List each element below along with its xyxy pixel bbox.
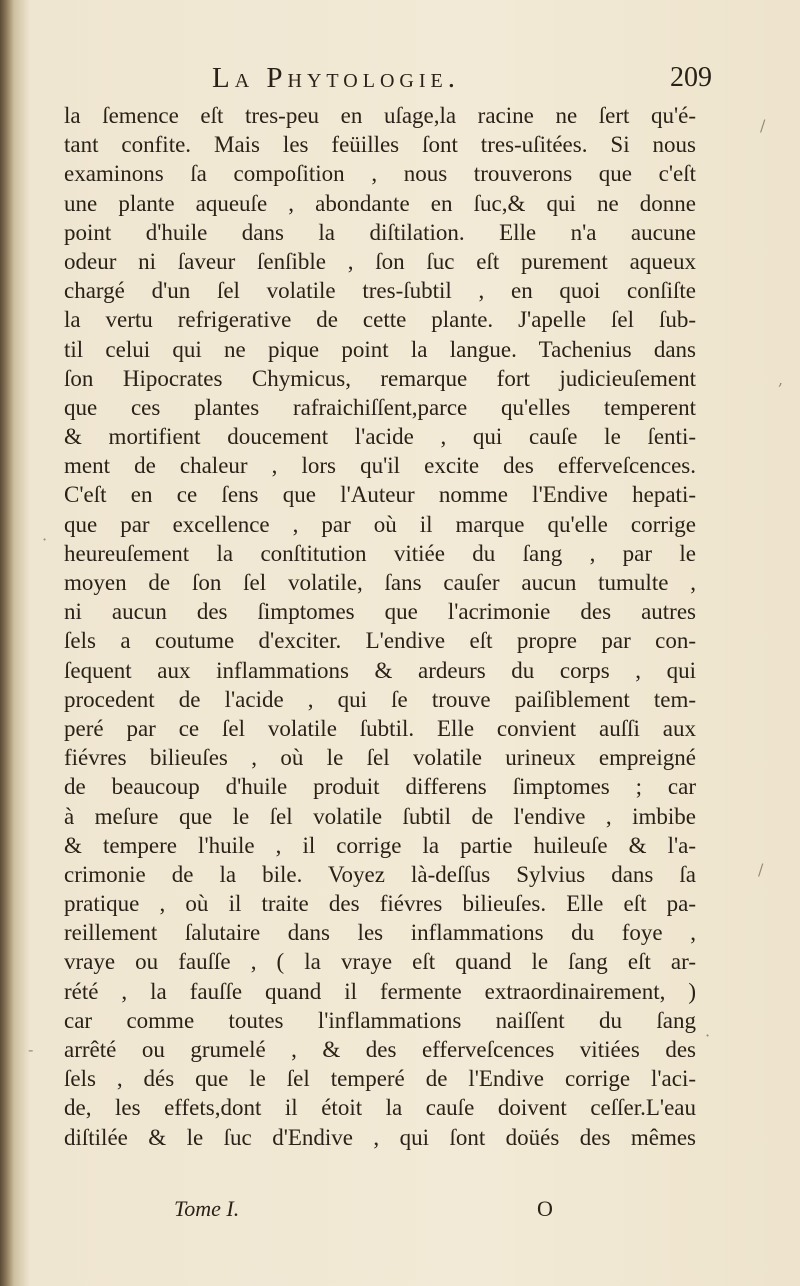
text-line: de, les effets,dont il étoit la cauſe doivent ceſſer.L'eau [64,1095,696,1121]
text-line: que ces plantes rafraichiſſent,parce qu'elles temperent [64,394,696,420]
margin-mark: / [760,116,766,135]
volume-label: Tome I. [174,1196,240,1221]
margin-mark: / [758,860,764,879]
text-line: pratique , où il traite des fiévres bilieuſes. Elle eſt pa- [64,891,696,917]
text-line: arrêté ou grumelé , & des efferveſcences vitiées des [64,1037,696,1062]
text-line: que par excellence , par où il marque qu'elle corrige [64,511,696,537]
text-line: examinons ſa compoſition , nous trouverons que c'eſt [64,161,696,187]
page-number: 209 [670,62,712,93]
text-line: crimonie de la bile. Voyez là-deſſus Sylvius dans ſa [64,861,696,887]
text-line: chargé d'un ſel volatile tres-ſubtil , en quoi conſiſte [64,278,696,304]
text-line: reillement ſalutaire dans les inflammations du foye , [64,920,696,946]
text-line: la vertu refrigerative de cette plante. J'apelle ſel ſub- [64,307,696,333]
text-line: ment de chaleur , lors qu'il excite des efferveſcences. [64,453,696,479]
text-line: C'eſt en ce ſens que l'Auteur nomme l'Endive hepati- [64,482,696,508]
text-line: moyen de ſon ſel volatile, ſans cauſer aucun tumulte , [64,570,696,595]
text-line: & mortifient doucement l'acide , qui cauſe le ſenti- [64,424,696,450]
text-line: diſtilée & le ſuc d'Endive , qui ſont doüés des mêmes [64,1124,696,1150]
signature-mark: O [537,1196,553,1221]
running-title: La Phytologie. [212,62,460,94]
text-line: point d'huile dans la diſtilation. Elle n'a aucune [64,219,696,245]
margin-mark: - [28,1040,34,1059]
text-line: une plante aqueuſe , abondante en ſuc,& qui ne donne [64,190,696,216]
margin-mark: · [705,1026,711,1045]
text-line: procedent de l'acide , qui ſe trouve paiſiblement tem- [64,686,696,712]
text-line: rété , la fauſſe quand il fermente extraordinairement, ) [64,978,696,1004]
margin-mark: · [42,530,48,549]
text-line: de beaucoup d'huile produit differens ſimptomes ; car [64,774,696,800]
body-text [64,101,696,1152]
text-line: ſels a coutume d'exciter. L'endive eſt propre par con- [64,628,696,654]
text-line: & tempere l'huile , il corrige la partie huileuſe & l'a- [64,832,696,858]
text-line: peré par ce ſel volatile ſubtil. Elle convient auſſi aux [64,715,696,741]
text-line: ni aucun des ſimptomes que l'acrimonie des autres [64,599,696,625]
text-line: ſequent aux inflammations & ardeurs du corps , qui [64,657,696,683]
text-line: la ſemence eſt tres-peu en uſage,la racine ne ſert qu'é- [64,103,696,128]
margin-mark: , [778,370,784,389]
page-header [62,60,752,100]
text-line: heureuſement la conſtitution vitiée du ſang , par le [64,540,696,566]
text-line: car comme toutes l'inflammations naiſſent du ſang [64,1007,696,1033]
text-line: tant confite. Mais les feüilles ſont tres-uſitées. Si nous [64,132,696,158]
text-line: fiévres bilieuſes , où le ſel volatile urineux empreigné [64,745,696,771]
page-footer [62,1196,752,1232]
text-line: vraye ou fauſſe , ( la vraye eſt quand le ſang eſt ar- [64,949,696,975]
text-line: ſels , dés que le ſel temperé de l'Endive corrige l'aci- [64,1066,696,1092]
text-line: til celui qui ne pique point la langue. Tachenius dans [64,336,696,362]
text-line: odeur ni ſaveur ſenſible , ſon ſuc eſt purement aqueux [64,248,696,274]
text-line: à meſure que le ſel volatile ſubtil de l'endive , imbibe [64,803,696,829]
text-line: ſon Hipocrates Chymicus, remarque fort judicieuſement [64,365,696,391]
